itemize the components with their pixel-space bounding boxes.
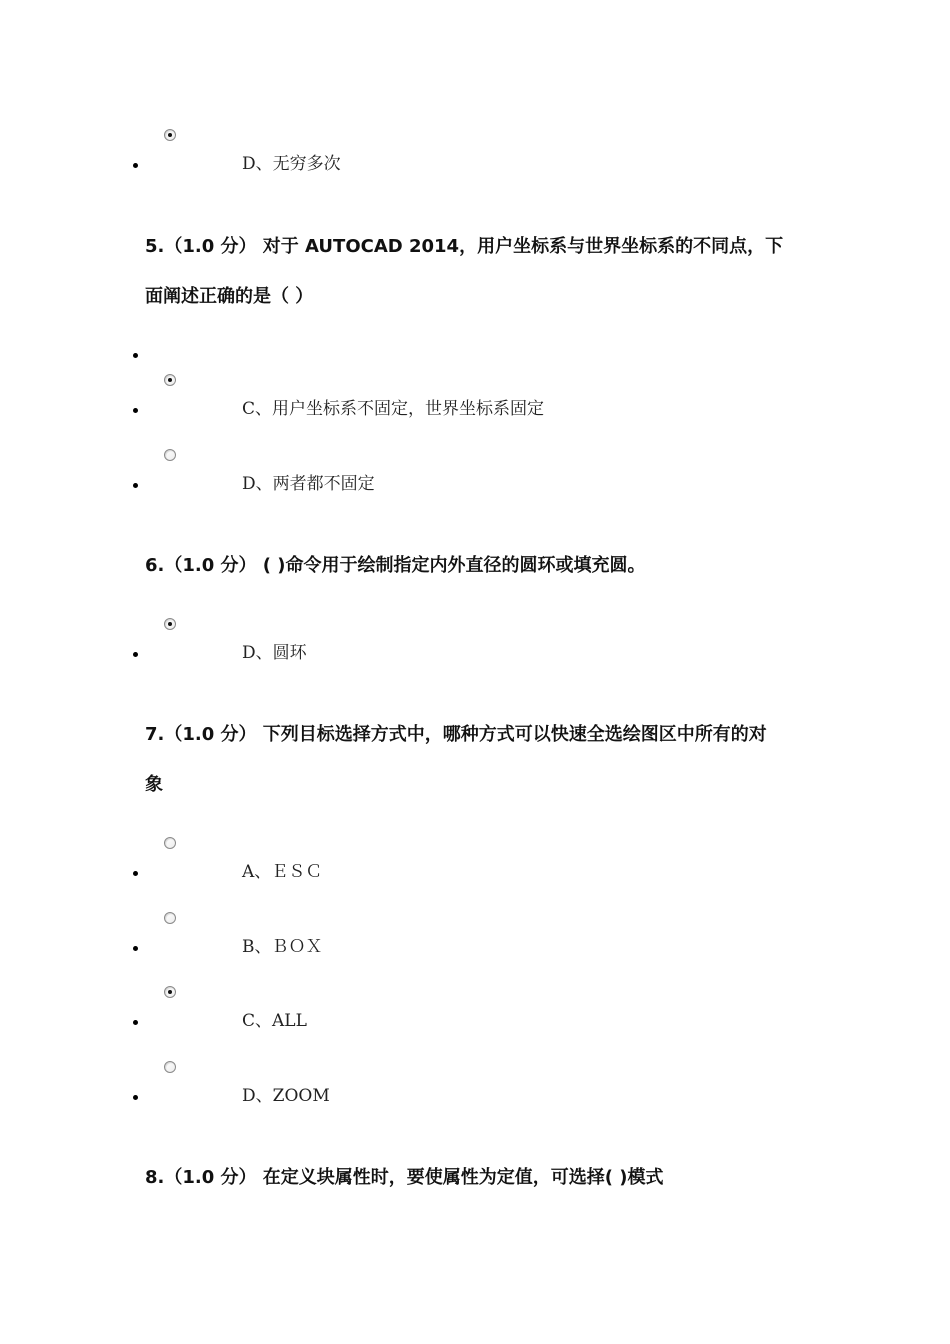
option-label: C、用户坐标系不固定，世界坐标系固定 <box>242 399 545 419</box>
question-6-title-line1: 6.（1.0 分） ( )命令用于绘制指定内外直径的圆环或填充圆。 <box>145 555 646 576</box>
list-bullet <box>133 871 138 876</box>
list-bullet <box>133 946 138 951</box>
question-7-title-line2: 象 <box>145 774 163 795</box>
question-5-title-line2: 面阐述正确的是（ ） <box>145 286 314 307</box>
radio-button-selected[interactable] <box>164 374 176 386</box>
radio-button-selected[interactable] <box>164 986 176 998</box>
question-7-title-line1: 7.（1.0 分） 下列目标选择方式中，哪种方式可以快速全选绘图区中所有的对 <box>145 724 767 745</box>
question-5-title-line1: 5.（1.0 分） 对于 AUTOCAD 2014，用户坐标系与世界坐标系的不同点，下 <box>145 236 784 257</box>
list-bullet <box>133 1095 138 1100</box>
radio-button[interactable] <box>164 837 176 849</box>
question-8-title-line1: 8.（1.0 分） 在定义块属性时，要使属性为定值，可选择( )模式 <box>145 1167 664 1188</box>
radio-button-selected[interactable] <box>164 618 176 630</box>
radio-button-selected[interactable] <box>164 129 176 141</box>
list-bullet <box>133 483 138 488</box>
option-label: D、圆环 <box>242 643 307 663</box>
option-label: D、无穷多次 <box>242 154 341 174</box>
list-bullet <box>133 652 138 657</box>
radio-button[interactable] <box>164 449 176 461</box>
list-bullet <box>133 353 138 358</box>
option-label: A、ＥＳＣ <box>242 862 323 882</box>
list-bullet <box>133 408 138 413</box>
option-label: B、ＢＯＸ <box>242 937 323 957</box>
option-label: D、ZOOM <box>242 1086 330 1106</box>
option-label: C、ALL <box>242 1011 307 1031</box>
list-bullet <box>133 1020 138 1025</box>
radio-button[interactable] <box>164 912 176 924</box>
radio-button[interactable] <box>164 1061 176 1073</box>
option-label: D、两者都不固定 <box>242 474 375 494</box>
list-bullet <box>133 163 138 168</box>
